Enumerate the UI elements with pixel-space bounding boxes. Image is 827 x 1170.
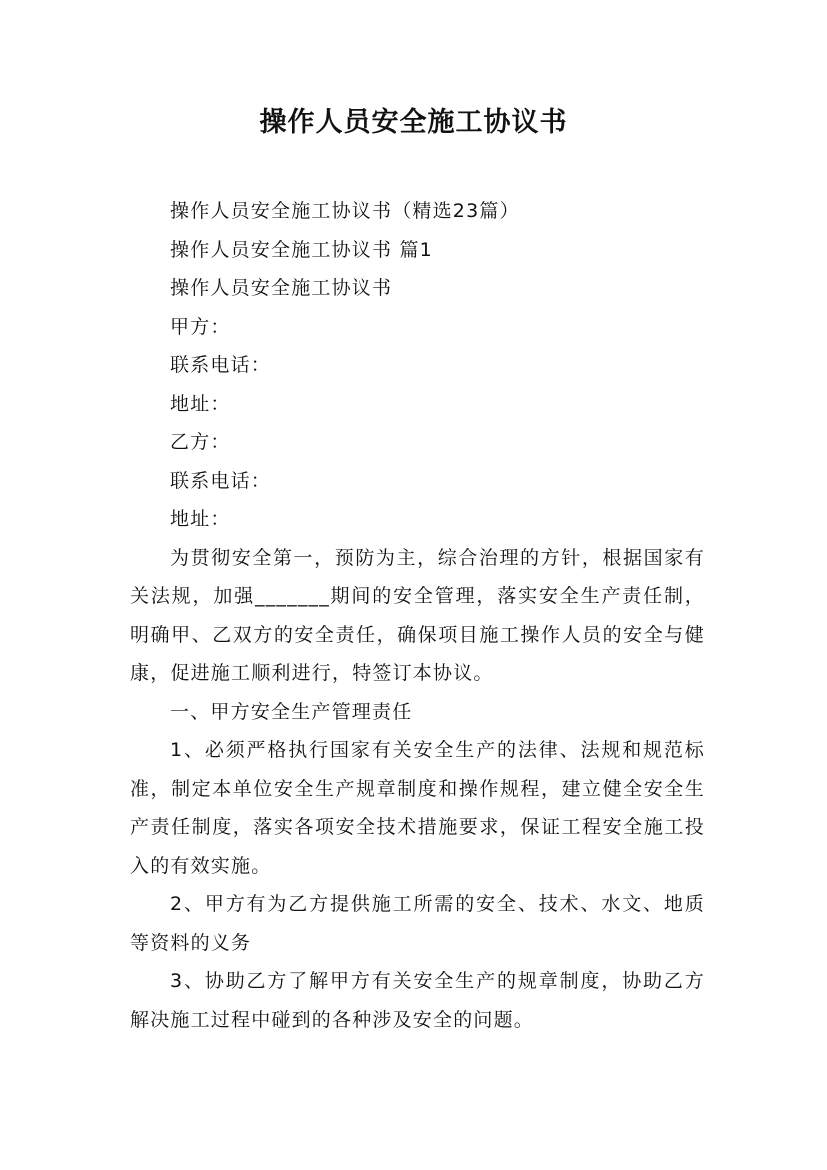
party-b-address-label: 地址： [170,508,231,530]
document-title: 操作人员安全施工协议书 [259,107,568,138]
party-a-phone-label: 联系电话： [170,354,272,376]
clause-1-paragraph: 1、必须严格执行国家有关安全生产的法律、法规和规范标准，制定本单位安全生产规章制度和操作规程，建立健全安全生产责任制度，落实各项安全技术措施要求，保证工程安全施工投入的有效实施。 [130,739,705,877]
party-b-label: 乙方： [170,431,231,453]
party-b-phone-label: 联系电话： [170,469,272,492]
document-body [130,192,705,1039]
clause-2-paragraph: 2、甲方有为乙方提供施工所需的安全、技术、水文、地质等资料的义务 [130,893,705,954]
subtitle-line: 操作人员安全施工协议书（精选23篇） [170,200,520,222]
preamble-paragraph: 为贯彻安全第一，预防为主，综合治理的方针，根据国家有关法规，加强_______期间的安全管理，落实安全生产责任制，明确甲、乙双方的安全责任，确保项目施工操作人员的安全与健康，促进施工顺利进行，特签订本协议。 [130,546,705,684]
clause-3-paragraph: 3、协助乙方了解甲方有关安全生产的规章制度，协助乙方解决施工过程中碰到的各种涉及安全的问题。 [130,970,705,1031]
clause-heading-party-a: 一、甲方安全生产管理责任 [170,700,413,723]
party-a-label: 甲方： [170,315,231,338]
party-a-address-label: 地址： [170,392,231,415]
section-heading: 操作人员安全施工协议书 篇1 [170,238,433,261]
agreement-name: 操作人员安全施工协议书 [170,277,393,299]
